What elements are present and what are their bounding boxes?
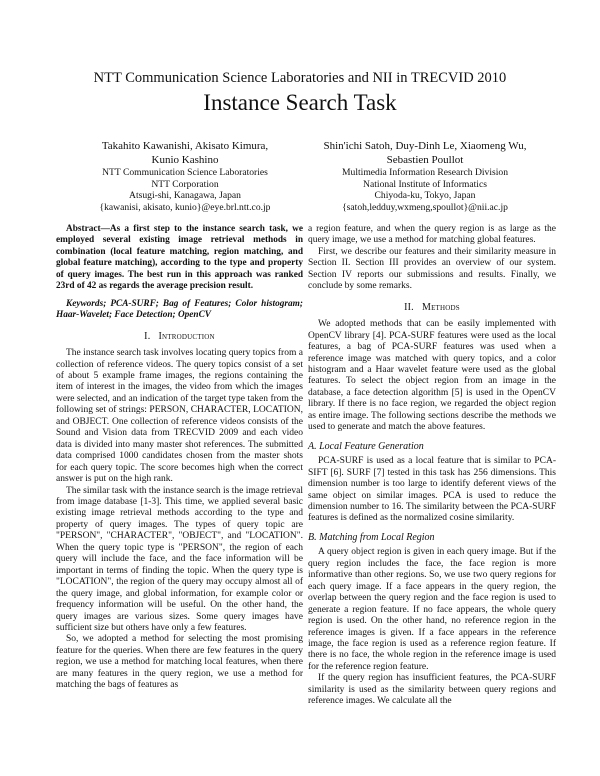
intro-paragraph-1: The instance search task involves locating query topics from a collection of reference videos. The query topics consist of a set of about 5 example frame images, the regions containing the item of interest in the images, the video from which the images were selected, and an indication of the target type taken from the following set of strings: PERSON, CHARACTER, LOCATION, and OBJECT. One collection of reference videos consists of the Sound and Vision data from TRECVID 2009 and each video data is divided into many master shot references. The submitted data comprised 1000 candidates chosen from the master shots for each query topic. The score becomes high when the correct answer is put on the high rank. [56,348,303,485]
author-names: Kunio Kashino [151,153,219,166]
author-names: Takahito Kawanishi, Akisato Kimura, [101,140,269,152]
section-number: II. [404,301,414,313]
keywords: Keywords; PCA-SURF; Bag of Features; Color histogram; Haar-Wavelet; Face Detection; OpenCV [56,298,303,321]
matching-paragraph-2: If the query region has insufficient features, the PCA-SURF similarity is used as the similarity between query regions and reference images. We calculate all the [308,673,556,707]
abstract: Abstract—As a first step to the instance search task, we employed several existing image retrieval methods in combination (local feature matching, region matching, and global feature matching), according to the type and property of query images. The best run in this approach was ranked 23rd of 42 as regards the average precision result. [56,224,303,292]
left-column [56,224,303,692]
venue-line: NTT Communication Science Laboratories and NII in TRECVID 2010 [93,70,507,86]
intro-paragraph-4: First, we describe our features and their similarity measure in Section II. Section III provides an overview of our system. Section IV reports our submissions and results. Finally, we conclude by some remarks. [308,246,556,292]
affiliation: NTT Communication Science Laboratories [102,167,268,178]
author-names: Shin'ichi Satoh, Duy-Dinh Le, Xiaomeng Wu, [323,140,527,152]
matching-paragraph-1: A query object region is given in each query image. But if the query region includes the face, the face region is more informative than other regions. So, we use two query regions for each query image. If a face appears in the query region, the overlap between the query region and the face region is used to generate a region feature. If no face appears, the whole query region is used. On the other hand, no reference region in the reference images is given. If a face appears in the reference image, the face region is used as a reference region feature. If there is no face, the whole region in the reference image is used for the reference region feature. [308,547,556,672]
intro-paragraph-2: The similar task with the instance search is the image retrieval from image database [1-3]. This time, we applied several basic existing image retrieval methods according to the type and property of query images. The types of query topic are "PERSON", "CHARACTER", "OBJECT", and "LOCATION". When the query topic type is "PERSON", the region of each query will include the face, and the face information will be important in terms of finding the topic. When the query type is "LOCATION", the region of the query may occupy almost all of the query image, and global information, for example color or frequency information will be useful. On the other hand, the query images are various sizes. Some query images have sufficient size but others have only a few features. [56,485,303,633]
affiliation: NTT Corporation [151,178,219,190]
address: Chiyoda-ku, Tokyo, Japan [374,190,476,202]
methods-paragraph-1: We adopted methods that can be easily implemented with OpenCV library [4]. PCA-SURF features were used as the local features, a bag of PCA-SURF features was used when a reference image was matched with query topics, and a color histogram and a Haar wavelet feature were used as the global features. To select the object region from an image in the database, a face detection algorithm [5] is used in the OpenCV library. If there is no face region, we regarded the object region as entire image. The following sections describe the methods we used to generate and match the above features. [308,319,556,433]
section-title: Methods [421,301,460,313]
local-feature-paragraph: PCA-SURF is used as a local feature that is similar to PCA-SIFT [6]. SURF [7] tested in this task has 256 dimensions. This dimension number is too large to identify deferent views of the same object on similar images. PCA is used to reduce the dimension number to 16. The similarity between the PCA-SURF features is defined as the normalized cosine similarity. [308,456,556,524]
section-heading-methods [308,302,556,313]
section-heading-introduction [56,331,303,342]
right-column [308,224,556,708]
affiliation: Multimedia Information Research Division [342,167,508,178]
section-title: Introduction [158,330,215,342]
subsection-heading-matching: B. Matching from Local Region [308,531,435,543]
affiliation: National Institute of Informatics [363,178,487,190]
intro-paragraph-3: So, we adopted a method for selecting the most promising feature for the queries. When there are few features in the query region, we use a method for matching local features, when there are many features in the query region, we use a method for matching the bags of features as [56,634,303,691]
address: Atsugi-shi, Kanagawa, Japan [129,190,241,202]
intro-paragraph-continued: a region feature, and when the query region is as large as the query image, we use a method for matching global features. [308,224,556,246]
email: {kawanisi, akisato, kunio}@eye.brl.ntt.co.jp [99,201,271,213]
author-block-ntt [60,140,310,213]
author-block-nii [300,140,550,213]
section-number: I. [144,330,151,342]
subsection-heading-local-feature: A. Local Feature Generation [308,440,424,452]
email: {satoh,ledduy,wxmeng,spoullot}@nii.ac.jp [342,201,508,213]
paper-title: Instance Search Task [203,90,397,115]
author-names: Sebastien Poullot [386,153,464,166]
